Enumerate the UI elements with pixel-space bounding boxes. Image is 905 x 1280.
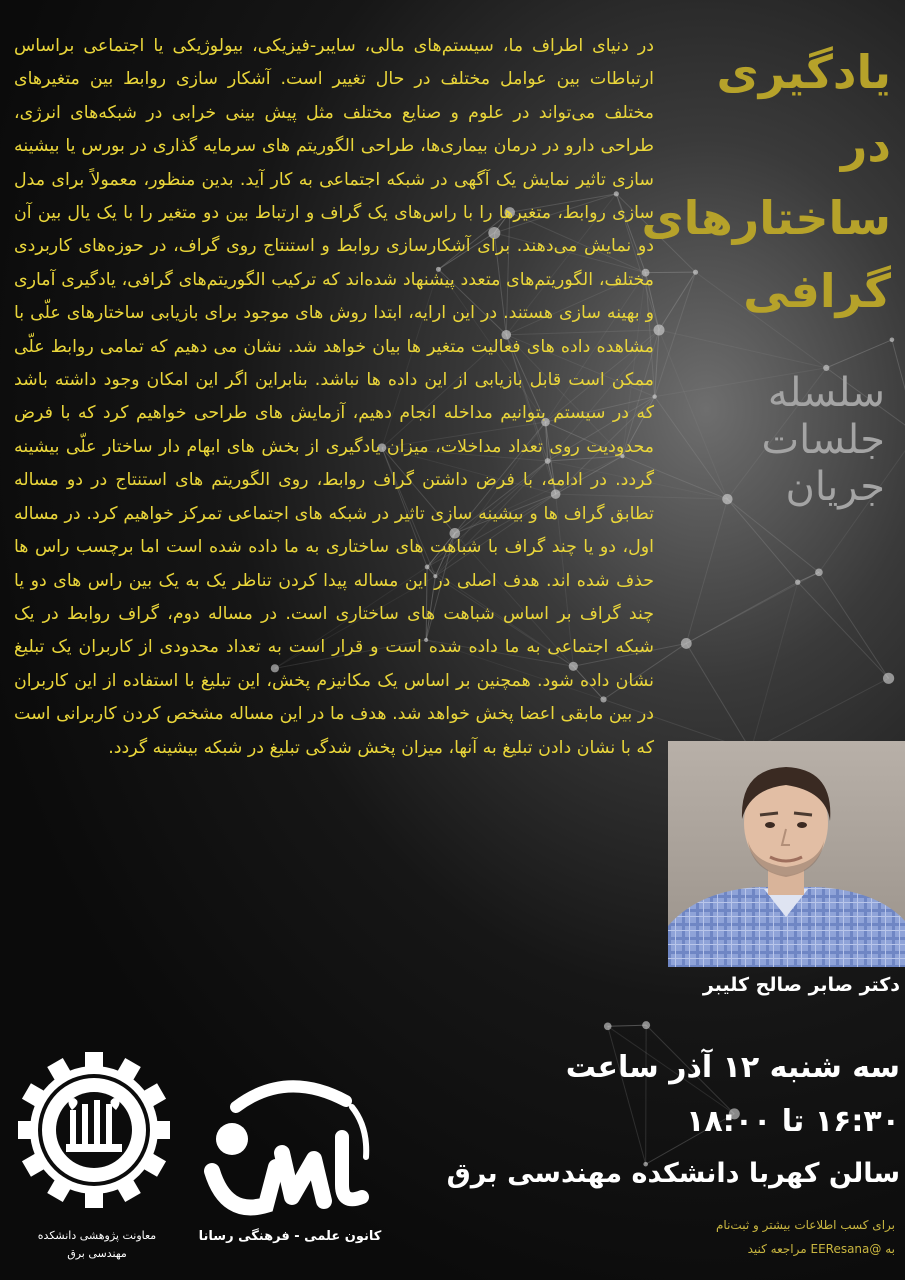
network-edge	[686, 582, 797, 643]
resana-caption: کانون علمی - فرهنگی رسانا	[198, 1229, 382, 1244]
contact-line: به @EEResana مراجعه کنید	[747, 1242, 895, 1256]
network-edge	[751, 582, 798, 750]
network-node	[883, 673, 894, 684]
network-node	[815, 569, 823, 577]
network-edge	[686, 643, 751, 750]
network-edge	[608, 1025, 646, 1026]
network-node	[681, 638, 692, 649]
title-line: یادگیری	[716, 45, 891, 99]
network-edge	[751, 678, 889, 750]
series-line: جریان	[785, 464, 885, 510]
event-date: سه شنبه ۱۲ آذر ساعت	[565, 1050, 900, 1085]
title-line: ساختارهای	[641, 191, 891, 245]
network-edge	[727, 499, 797, 582]
event-time: ۱۶:۳۰ تا ۱۸:۰۰	[686, 1104, 900, 1139]
network-edge	[608, 1026, 646, 1164]
network-edge	[819, 572, 889, 678]
series-line: جلسات	[761, 417, 885, 463]
title-line: در	[840, 118, 891, 172]
network-edge	[686, 499, 727, 643]
network-node	[604, 1022, 612, 1030]
poster-title	[641, 36, 891, 328]
series-line: سلسله	[767, 370, 885, 416]
event-venue: سالن کهربا دانشکده مهندسی برق	[446, 1158, 900, 1189]
network-node	[642, 1021, 650, 1029]
sharif-caption-line: معاونت پژوهشی دانشکده	[37, 1229, 157, 1242]
speaker-name: دکتر صابر صالح کلیبر	[702, 974, 900, 996]
contact-info	[605, 1213, 895, 1261]
series-label	[685, 370, 885, 511]
contact-line: برای کسب اطلاعات بیشتر و ثبت‌نام	[716, 1218, 895, 1232]
network-node	[795, 579, 800, 584]
sharif-caption-line: مهندسی برق	[67, 1247, 127, 1260]
sharif-caption	[18, 1227, 176, 1263]
speaker-photo	[668, 741, 905, 967]
title-line: گرافی	[743, 264, 891, 318]
network-node	[890, 338, 895, 343]
network-edge	[826, 340, 892, 368]
network-edge	[798, 582, 889, 678]
resana-logo-icon	[196, 1067, 378, 1229]
sharif-university-logo-icon	[18, 1040, 170, 1222]
abstract-text: در دنیای اطراف ما، سیستم‌های مالی، سایبر-فیزیکی، بیولوژیکی یا اجتماعی براساس ارتباطات بین عوامل مختلف در حال تغییر است. آشکار سازی روابط بین متغیرهای مختلف می‌تواند در علوم و صنایع مختلف مثل پیش بینی خرابی در شبکه‌های انرژی، طراحی دارو در درمان بیماری‌ها، طراحی الگوریتم های سرمایه گذاری در بورس یا بیشینه سازی تاثیر نمایش یک آگهی در شبکه اجتماعی به کار آید. بدین منظور، معمولاً برای مدل سازی روابط، متغیرها را با راس‌های یک گراف و ارتباط بین دو متغیر را با یک یال بین آن دو نمایش می‌دهند. برای آشکارسازی روابط و استنتاج روی گراف، در حوزه‌های کاربردی مختلف، الگوریتم‌های متعدد پیشنهاد شده‌اند که ترکیب الگوریتم‌های گرافی، یادگیری آماری و بهینه سازی هستند. در این ارایه، ابتدا روش های موجود برای بازیابی ساختارهای علّی با مشاهده داده های فعالیت متغیر ها بیان خواهد شد. نشان می دهیم که تمامی روابط علّی ممکن است قابل بازیابی از این داده ها نباشد. بنابراین اگر این امکان وجود داشته باشد که در سیستم بتوانیم مداخله انجام دهیم، آزمایش های طراحی خواهیم کرد که با فرض محدودیت روی تعداد مداخلات، میزان یادگیری از بخش های ابهام دار ساختار علّی بیشینه گردد. در ادامه، با فرض داشتن گراف روابط، روی الگوریتم های استنتاج در دو مساله تطابق گراف ها و بیشینه سازی تاثیر در شبکه های اجتماعی تمرکز خواهیم کرد. در مساله اول، دو یا چند گراف با شباهت های ساختاری به ما داده شده است اما برچسب راس ها حذف شده اند. هدف اصلی در این مساله پیدا کردن تناظر یک به یک بین راس های دو یا چند گراف بر اساس شباهت های ساختاری است. در مساله دوم، گراف روابط در یک شبکه اجتماعی به ما داده شده است و قرار است به تعداد محدودی از کاربران یک تبلیغ نشان داده شود. همچنین بر اساس یک مکانیزم پخش، این تبلیغ با استفاده از این کاربران در بین مابقی اعضا پخش خواهد شد. هدف ما در این مساله مشخص کردن کاربرانی است که با نشان دادن تبلیغ به آنها، میزان پخش شدگی تبلیغ در شبکه بیشینه گردد.	[14, 36, 654, 758]
